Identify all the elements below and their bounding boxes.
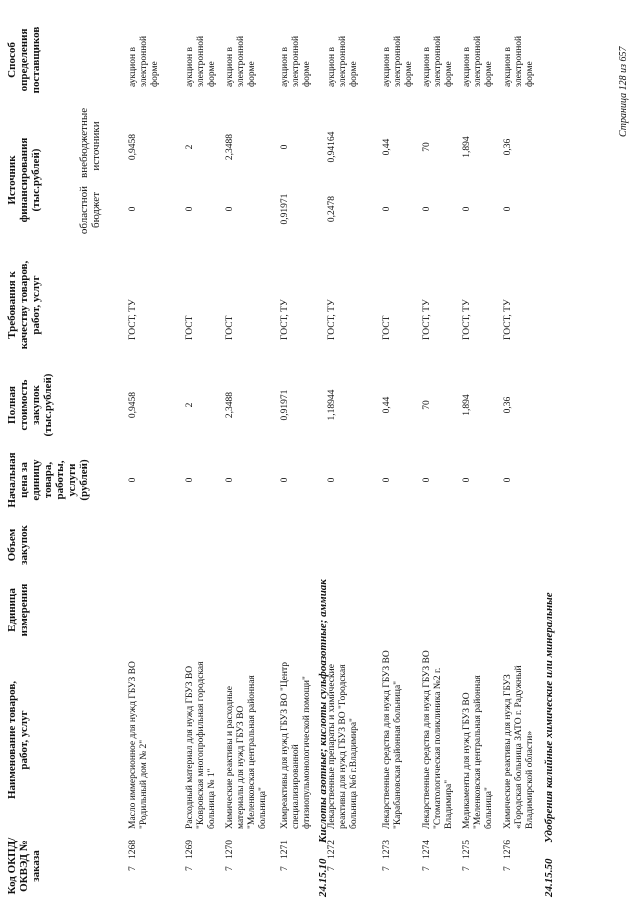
- row-name: Масло иммерсионное для нужд ГБУЗ ВО "Родильный дом № 2": [128, 661, 149, 829]
- row-code: 7: [185, 866, 195, 871]
- row-total: 1,894: [462, 394, 472, 416]
- row-unit-price: 0: [280, 477, 290, 483]
- section-title: Кислоты азотные; кислоты сульфоазотные; аммиак: [317, 579, 329, 843]
- row-code: 7: [128, 866, 138, 871]
- row-number: 1272: [327, 840, 337, 859]
- row-total: 0,9458: [128, 391, 138, 419]
- header-funding: Источник финансирования (тыс.рублей): [6, 137, 42, 223]
- header-funding-budget: областной бюджет: [78, 185, 102, 235]
- row-quality: ГОСТ, ТУ: [422, 299, 432, 340]
- row-number: 1275: [462, 840, 472, 859]
- row-extra: 2,3488: [225, 133, 235, 161]
- row-budget: 0,91971: [280, 193, 290, 225]
- row-number: 1269: [185, 840, 195, 859]
- row-extra: 70: [422, 142, 432, 152]
- row-extra: 0,36: [503, 138, 513, 156]
- row-name: Расходный материал для нужд ГБУЗ ВО "Ковровская многопрофильная городская больница № 1": [185, 661, 217, 829]
- row-code: 7: [462, 866, 472, 871]
- row-code: 7: [422, 866, 432, 871]
- row-number: 1270: [225, 840, 235, 859]
- row-method: аукцион в электронной форме: [185, 35, 217, 87]
- row-total: 0,91971: [280, 389, 290, 421]
- row-unit-price: 0: [327, 477, 337, 483]
- row-quality: ГОСТ, ТУ: [128, 299, 138, 340]
- row-name: Лекарственные средства для нужд ГБУЗ ВО "Карабановская районная больница": [382, 650, 403, 829]
- row-quality: ГОСТ: [225, 315, 235, 340]
- row-budget: 0: [185, 206, 195, 212]
- row-method: аукцион в электронной форме: [503, 35, 535, 87]
- row-extra: 0,44: [382, 138, 392, 156]
- row-unit-price: 0: [128, 477, 138, 483]
- row-method: аукцион в электронной форме: [128, 35, 160, 87]
- section-code: 24.15.50: [543, 858, 555, 897]
- header-method: Способ определения поставщиков: [6, 26, 42, 94]
- row-budget: 0: [128, 206, 138, 212]
- row-name: Медикаменты для нужд ГБУЗ ВО "Меленковская центральная районная больница": [462, 675, 494, 829]
- row-method: аукцион в электронной форме: [382, 35, 414, 87]
- row-unit-price: 0: [462, 477, 472, 483]
- row-code: 7: [280, 866, 290, 871]
- row-code: 7: [382, 866, 392, 871]
- row-extra: 0,9458: [128, 133, 138, 161]
- row-method: аукцион в электронной форме: [462, 35, 494, 87]
- header-total: Полная стоимость закупок (тыс.рублей): [6, 373, 54, 437]
- header-volume: Объем закупок: [6, 525, 30, 565]
- section-title: Удобрения калийные химические или минеральные: [543, 592, 555, 843]
- section-code: 24.15.10: [317, 858, 329, 897]
- row-extra: 2: [185, 144, 195, 150]
- row-budget: 0: [382, 206, 392, 212]
- row-quality: ГОСТ, ТУ: [462, 299, 472, 340]
- row-budget: 0: [225, 206, 235, 212]
- row-method: аукцион в электронной форме: [225, 35, 257, 87]
- row-number: 1276: [503, 840, 513, 859]
- row-name: Химреактивы для нужд ГБУЗ ВО "Центр специализированной фтизиопульмонологической помощи": [280, 661, 312, 829]
- row-budget: 0: [422, 206, 432, 212]
- row-unit-price: 0: [185, 477, 195, 483]
- header-funding-extra: внебюджетные источники: [78, 107, 102, 178]
- row-code: 7: [503, 866, 513, 871]
- row-code: 7: [225, 866, 235, 871]
- header-unit-price: Начальная цена за единицу товара, работы, услуги (рублей): [6, 452, 90, 508]
- row-name: Химические реактивы для нужд ГБУЗ «Городская больница ЗАТО г. Радужный Владимирской области»: [503, 665, 535, 829]
- header-quality: Требования к качеству товаров, работ, услуг: [6, 260, 42, 350]
- row-budget: 0: [462, 206, 472, 212]
- row-total: 1,18944: [327, 389, 337, 421]
- page-number: Страница 128 из 657: [618, 46, 629, 137]
- row-total: 0,44: [382, 396, 392, 414]
- row-number: 1271: [280, 840, 290, 859]
- row-quality: ГОСТ, ТУ: [503, 299, 513, 340]
- row-name: Лекарственные средства для нужд ГБУЗ ВО "Стоматологическая поликлиника №2 г. Владимира": [422, 650, 454, 829]
- row-name: Химические реактивы и расходные материалы для нужд ГБУЗ ВО "Меленковская центральная районная больница": [225, 675, 268, 829]
- row-extra: 0,94164: [327, 131, 337, 163]
- row-number: 1273: [382, 840, 392, 859]
- row-code: 7: [327, 866, 337, 871]
- row-quality: ГОСТ, ТУ: [280, 299, 290, 340]
- header-name: Наименование товаров, работ, услуг: [6, 680, 30, 800]
- row-quality: ГОСТ: [382, 315, 392, 340]
- row-total: 0,36: [503, 396, 513, 414]
- row-unit-price: 0: [422, 477, 432, 483]
- row-method: аукцион в электронной форме: [280, 35, 312, 87]
- row-budget: 0: [503, 206, 513, 212]
- row-total: 2,3488: [225, 391, 235, 419]
- row-number: 1268: [128, 840, 138, 859]
- row-total: 70: [422, 400, 432, 410]
- row-method: аукцион в электронной форме: [422, 35, 454, 87]
- row-unit-price: 0: [503, 477, 513, 483]
- row-quality: ГОСТ: [185, 315, 195, 340]
- row-extra: 0: [280, 144, 290, 150]
- row-quality: ГОСТ, ТУ: [327, 299, 337, 340]
- row-method: аукцион в электронной форме: [327, 35, 359, 87]
- row-extra: 1,894: [462, 136, 472, 158]
- row-unit-price: 0: [225, 477, 235, 483]
- row-name: Лекарственные препараты и химические реактивы для нужд ГБУЗ ВО "Городская больница №6 г.Владимира": [327, 664, 359, 829]
- row-unit-price: 0: [382, 477, 392, 483]
- row-budget: 0,2478: [327, 195, 337, 223]
- header-unit: Единица измерения: [6, 583, 30, 637]
- row-number: 1274: [422, 840, 432, 859]
- row-total: 2: [185, 402, 195, 408]
- header-code: Код ОКПД/ ОКВЭД № заказа: [6, 837, 42, 895]
